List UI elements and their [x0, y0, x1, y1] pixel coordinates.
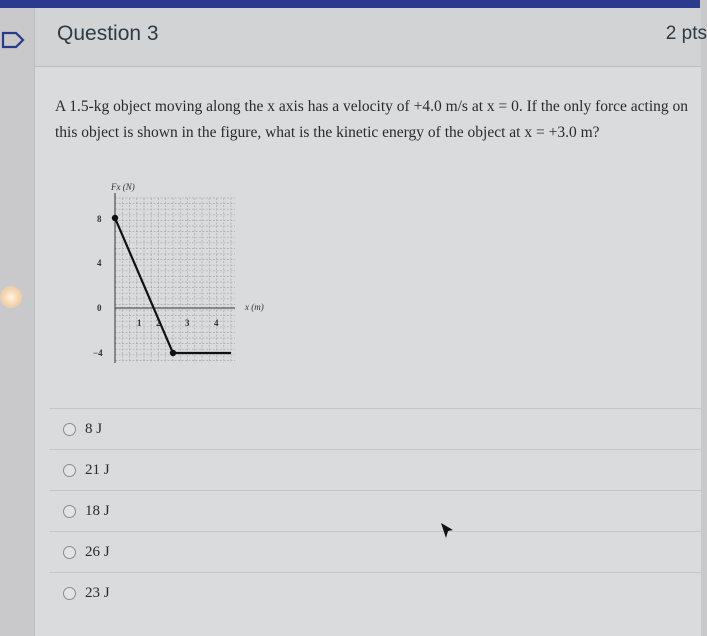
- cursor-icon: [440, 522, 454, 540]
- y-tick-neg4: −4: [93, 348, 103, 358]
- answer-label: 26 J: [85, 543, 110, 560]
- x-tick-4: 4: [214, 318, 219, 328]
- start-point: [112, 215, 118, 221]
- answer-option[interactable]: [49, 490, 701, 531]
- answer-list: [49, 408, 701, 613]
- radio-button[interactable]: [63, 587, 76, 600]
- radio-button[interactable]: [63, 464, 76, 477]
- x-tick-2: 2: [156, 318, 161, 328]
- radio-button[interactable]: [63, 546, 76, 559]
- answer-label: 8 J: [85, 420, 103, 437]
- answer-label: 21 J: [85, 461, 110, 478]
- graph-grid: [115, 198, 235, 363]
- question-title: Question 3: [57, 22, 159, 45]
- answer-label: 18 J: [85, 502, 110, 519]
- question-points: 2 pts: [665, 23, 707, 44]
- answer-option[interactable]: [49, 408, 701, 449]
- answer-label: 23 J: [85, 584, 110, 601]
- force-graph: [55, 173, 285, 388]
- light-glare: [0, 286, 22, 308]
- radio-button[interactable]: [63, 423, 76, 436]
- x-axis-label: x (m): [245, 302, 264, 312]
- top-bar: [0, 0, 700, 8]
- y-tick-4: 4: [97, 258, 102, 268]
- x-tick-3: 3: [185, 318, 190, 328]
- question-header: [35, 8, 707, 67]
- answer-option[interactable]: [49, 449, 701, 490]
- x-tick-1: 1: [137, 318, 142, 328]
- y-tick-0: 0: [97, 303, 102, 313]
- flag-icon[interactable]: [1, 30, 27, 50]
- corner-point: [170, 350, 176, 356]
- y-axis-label: Fx (N): [111, 182, 135, 192]
- answer-option[interactable]: [49, 531, 701, 572]
- question-text: A 1.5-kg object moving along the x axis has a velocity of +4.0 m/s at x = 0. If the only force acting on this object is shown in the figure, what is the kinetic energy of the object at x = +3.0 m?: [55, 98, 689, 141]
- radio-button[interactable]: [63, 505, 76, 518]
- answer-option[interactable]: [49, 572, 701, 613]
- y-tick-8: 8: [97, 214, 102, 224]
- question-card: [34, 8, 707, 636]
